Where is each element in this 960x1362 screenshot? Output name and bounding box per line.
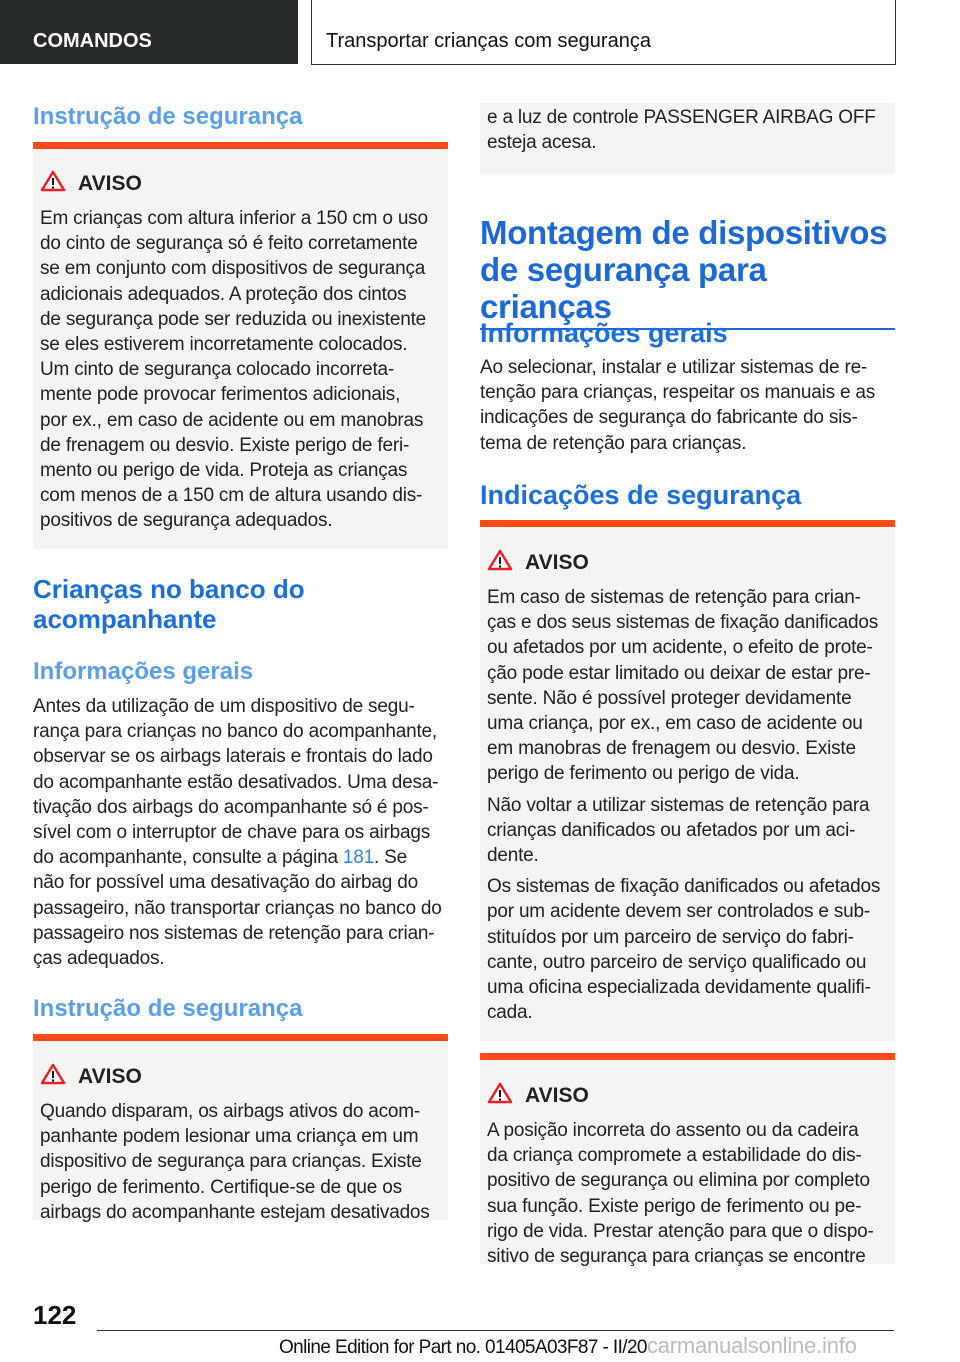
section-tab <box>0 0 298 64</box>
warning-continuation <box>480 103 895 174</box>
section-title: COMANDOS <box>33 30 152 52</box>
warning-text: Em caso de sistemas de retenção para crian- ças e dos seus sistemas de fixação danificados ou afetados por um acidente, o efeito de prote- ção pode estar limitado ou deixar de estar pre- sente. Não é possível proteger devidamente uma criança, por ex., em caso de acidente ou em manobras de frenagem ou desvio. Existe perigo de ferimento ou perigo de vida. <box>487 587 879 785</box>
warning-text: A posição incorreta do assento ou da cadeira da criança compromete a estabilidade do dis- positivo de segurança ou elimina por completo sua função. Existe perigo de ferimento ou pe- rigo de vida. Prestar atenção para que o dispo- sitivo de segurança para crianças se encontre <box>487 1120 874 1268</box>
warning-text: Os sistemas de fixação danificados ou afetados por um acidente devem ser controlados e sub- stituídos por um parceiro de serviço do fabri- cante, outro parceiro de serviço qualificado ou uma oficina especializada devidamente qualifi- cada. <box>487 876 881 1024</box>
warning-text: Em crianças com altura inferior a 150 cm o uso do cinto de segurança só é feito corretamente se em conjunto com dispositivos de segurança adicionais adequados. A proteção dos cintos de segurança pode ser reduzida ou inexistente se eles estiverem incorretamente colocados. Um cinto de segurança colocado incorreta- mente pode provocar ferimentos adicionais, por ex., em caso de acidente ou em manobras de frenagem ou desvio. Existe perigo de feri- mento ou perigo de vida. Proteja as crianças com menos de a 150 cm de altura usando dis- positivos de segurança adequados. <box>40 208 428 532</box>
warning-triangle-icon <box>487 549 513 577</box>
heading-mounting-child-seats: Montagem de dispositivos de segurança para crianças <box>480 214 895 330</box>
footer-edition <box>279 1333 857 1359</box>
warning-triangle-icon <box>487 1082 513 1110</box>
warning-title: AVISO <box>78 172 142 195</box>
warning-box <box>480 520 895 1041</box>
page-number: 122 <box>33 1300 77 1330</box>
page-link[interactable]: 181 <box>342 847 375 869</box>
text: Antes da utilização de um dispositivo de segu- rança para crianças no banco do acompanhante, observar se os airbags laterais e frontais do lado do acompanhante estão desativados. Uma desa- tivação dos airbags do acompanhante só é pos- sível com o interruptor de chave para os airbags do acompanhante, consulte a página <box>33 696 439 869</box>
warning-text: Quando disparam, os airbags ativos do acom- panhante podem lesionar uma criança em um dispositivo de segurança para crianças. Existe perigo de ferimento. Certifique-se de que os airbags do acompanhante estejam desativados <box>40 1101 430 1223</box>
warning-title: AVISO <box>525 1084 589 1107</box>
warning-triangle-icon <box>40 1063 66 1091</box>
heading-safety-instruction-2: Instrução de segurança <box>33 995 303 1022</box>
chapter-title: Transportar crianças com segurança <box>326 30 651 52</box>
heading-safety-instruction: Instrução de segurança <box>33 103 303 130</box>
warning-title: AVISO <box>525 551 589 574</box>
footer-divider <box>97 1330 894 1331</box>
watermark: carmanualsonline.info <box>646 1333 857 1358</box>
warning-box <box>480 1053 895 1268</box>
heading-safety-indications: Indicações de segurança <box>480 480 802 510</box>
edition-text: Online Edition for Part no. 01405A03F87 - II/20 <box>279 1337 647 1358</box>
heading-general-info: Informações gerais <box>33 658 254 685</box>
warning-box <box>33 142 448 549</box>
paragraph-general-info <box>33 694 453 971</box>
warning-text: Não voltar a utilizar sistemas de retenção para crianças danificados ou afetados por um aci- dente. <box>487 794 870 867</box>
warning-triangle-icon <box>40 170 66 198</box>
text: . Se não for possível uma desativação do airbag do passageiro, não transportar crianças no banco do passageiro nos sistemas de retenção para crian- ças adequados. <box>33 847 442 970</box>
warning-box <box>33 1034 448 1223</box>
paragraph-general-info: Ao selecionar, instalar e utilizar sistemas de re- tenção para crianças, respeitar os manuais e as indicações de segurança do fabricante do sis- tema de retenção para crianças. <box>480 357 876 454</box>
chapter-header <box>311 0 896 65</box>
warning-text: e a luz de controle PASSENGER AIRBAG OFF esteja acesa. <box>487 107 876 154</box>
warning-title: AVISO <box>78 1065 142 1088</box>
heading-children-passenger-seat: Crianças no banco do acompanhante <box>33 574 305 634</box>
heading-general-info: Informações gerais <box>480 318 728 348</box>
